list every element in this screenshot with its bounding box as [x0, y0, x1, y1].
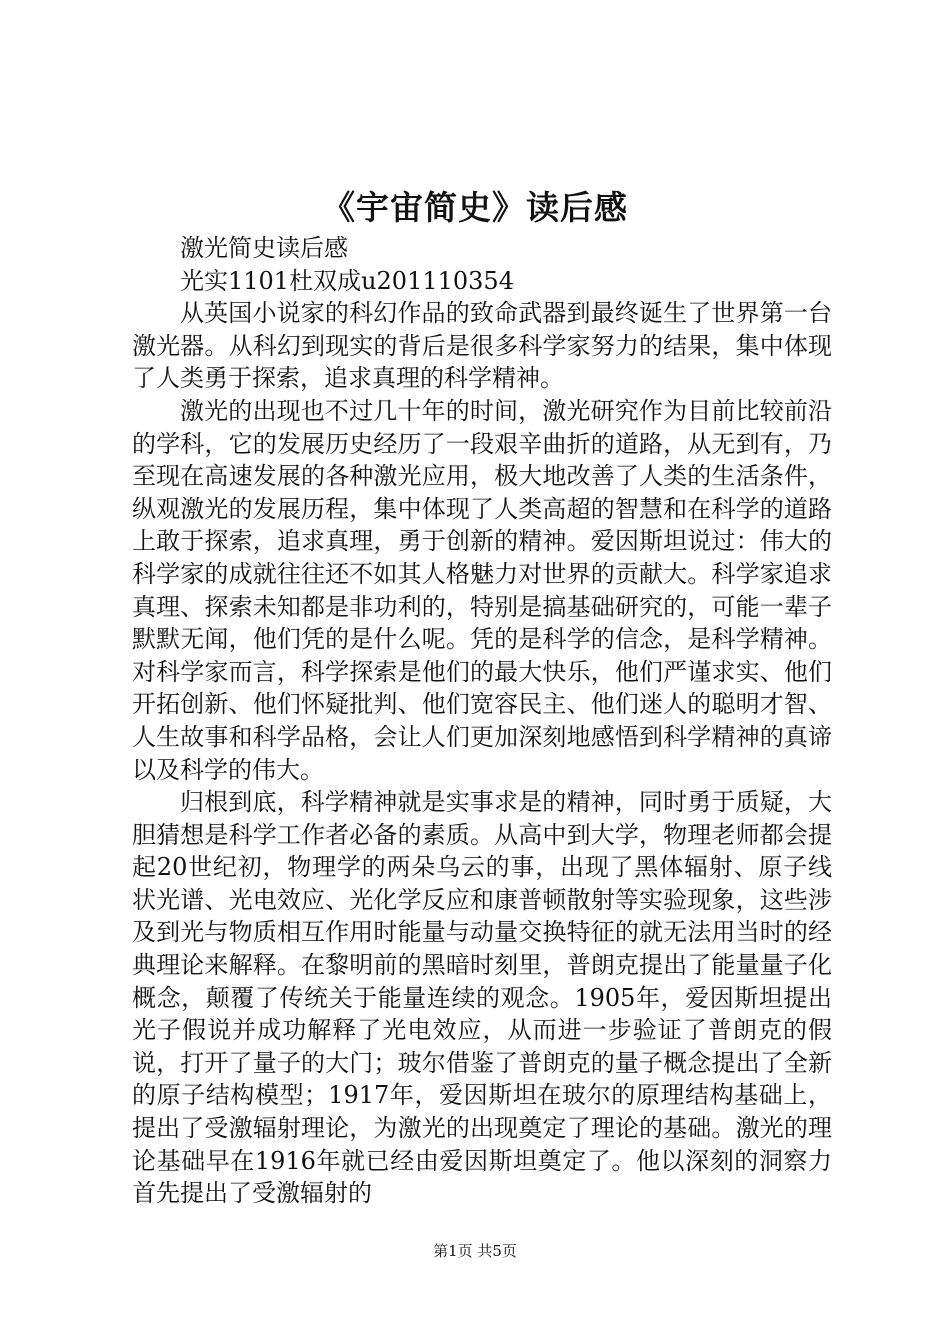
paragraph-intro: 从英国小说家的科幻作品的致命武器到最终诞生了世界第一台激光器。从科幻到现实的背后是很多科学家努力的结果，集中体现了人类勇于探索，追求真理的科学精神。	[132, 299, 832, 393]
document-body	[132, 232, 832, 1210]
paragraph-subtitle: 激光简史读后感	[180, 234, 348, 262]
paragraph-author: 光实1101杜双成u201110354	[180, 266, 514, 295]
document-title: 《宇宙简史》读后感	[322, 188, 628, 227]
paragraph-history: 激光的出现也不过几十年的时间，激光研究作为目前比较前沿的学科，它的发展历史经历了一段艰辛曲折的道路，从无到有，乃至现在高速发展的各种激光应用，极大地改善了人类的生活条件，纵观激光的发展历程，集中体现了人类高超的智慧和在科学的道路上敢于探索，追求真理，勇于创新的精神。爱因斯坦说过：伟大的科学家的成就往往还不如其人格魅力对世界的贡献大。科学家追求真理、探索未知都是非功利的，特别是搞基础研究的，可能一辈子默默无闻，他们凭的是什么呢。凭的是科学的信念，是科学精神。对科学家而言，科学探索是他们的最大快乐，他们严谨求实、他们开拓创新、他们怀疑批判、他们宽容民主、他们迷人的聪明才智、人生故事和科学品格，会让人们更加深刻地感悟到科学精神的真谛以及科学的伟大。	[132, 396, 832, 784]
page-footer: 第1页 共5页	[433, 1242, 517, 1260]
paragraph-science-spirit: 归根到底，科学精神就是实事求是的精神，同时勇于质疑，大胆猜想是科学工作者必备的素质。从高中到大学，物理老师都会提起20世纪初，物理学的两朵乌云的事，出现了黑体辐射、原子线状光谱、光电效应、光化学反应和康普顿散射等实验现象，这些涉及到光与物质相互作用时能量与动量交换特征的就无法用当时的经典理论来解释。在黎明前的黑暗时刻里，普朗克提出了能量量子化概念，颠覆了传统关于能量连续的观念。1905年，爱因斯坦提出光子假说并成功解释了光电效应，从而进一步验证了普朗克的假说，打开了量子的大门；玻尔借鉴了普朗克的量子概念提出了全新的原子结构模型；1917年，爱因斯坦在玻尔的原理结构基础上，提出了受激辐射理论，为激光的出现奠定了理论的基础。激光的理论基础早在1916年就已经由爱因斯坦奠定了。他以深刻的洞察力首先提出了受激辐射的	[132, 788, 832, 1208]
